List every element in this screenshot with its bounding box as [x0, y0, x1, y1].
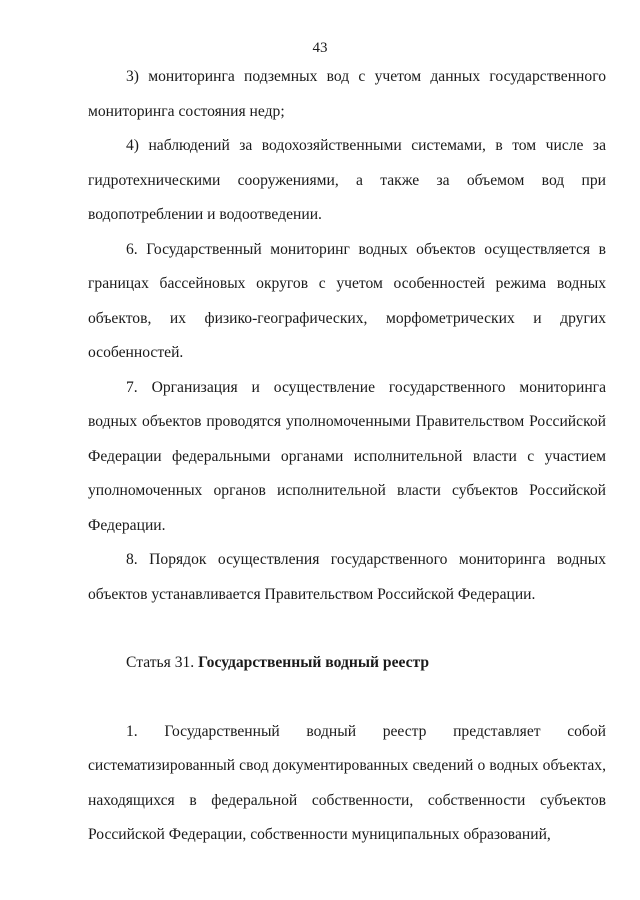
- page-number: 43: [312, 40, 328, 56]
- document-body: [88, 60, 606, 853]
- paragraph-item-4: 4) наблюдений за водохозяйственными системами, в том числе за гидротехническими сооружениями, а также за объемом вод при водопотреблении и водоотведении.: [88, 137, 606, 223]
- paragraph-8: 8. Порядок осуществления государственного мониторинга водных объектов устанавливается Правительством Российской Федерации.: [88, 551, 606, 603]
- article-paragraph-1: 1. Государственный водный реестр представляет собой систематизированный свод документированных сведений о водных объектах, находящихся в федеральной собственности, собственности субъектов Российской Федерации, собственности муниципальных образований,: [88, 722, 606, 843]
- article-label: Статья 31.: [126, 654, 195, 671]
- paragraph-item-3: 3) мониторинга подземных вод с учетом данных государственного мониторинга состояния недр;: [88, 68, 606, 120]
- article-title: Государственный водный реестр: [198, 654, 430, 671]
- article-heading: [88, 646, 606, 681]
- paragraph-6: 6. Государственный мониторинг водных объектов осуществляется в границах бассейновых округов с учетом особенностей режима водных объектов, их физико-географических, морфометрических и других особенностей.: [88, 240, 606, 361]
- paragraph-7: 7. Организация и осуществление государственного мониторинга водных объектов проводятся уполномоченными Правительством Российской Федерации федеральными органами исполнительной власти с участием уполномоченных органов исполнительной власти субъектов Российской Федерации.: [88, 378, 606, 534]
